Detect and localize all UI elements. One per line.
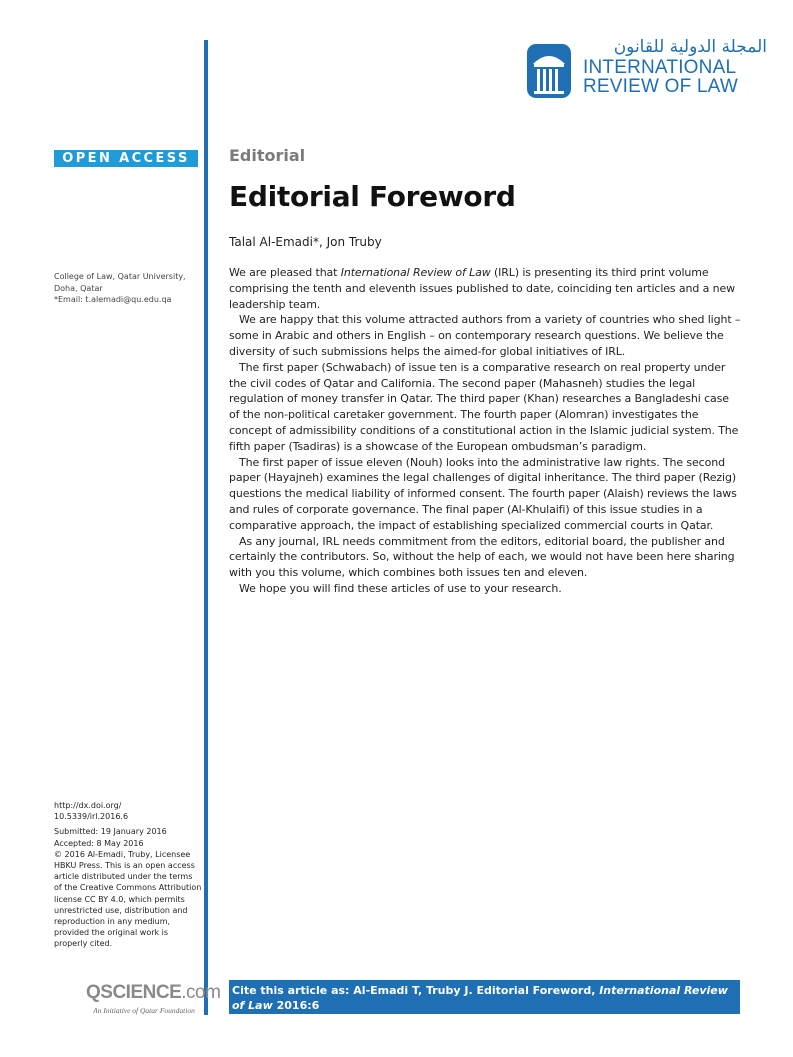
citation-text: Cite this article as: Al-Emadi T, Truby J. Editorial Foreword, International Review of Law 2016:6 [232, 984, 728, 1012]
journal-english-name: INTERNATIONAL REVIEW OF LAW [583, 57, 738, 97]
citation-box [229, 980, 740, 1027]
section-label: Editorial [229, 146, 306, 165]
paragraph-3: The first paper (Schwabach) of issue ten is a comparative research on real property under the civil codes of Qatar and California. The second paper (Mahasneh) studies the legal regulation of money transfer in Qatar. The third paper (Khan) researches a Bangladeshi case of the non-political caretaker government. The fourth paper (Alomran) investigates the concept of admissibility conditions of a constitutional action in the Islamic judicial system. The fifth paper (Tsadiras) is a showcase of the European ombudsman’s paradigm. [229, 360, 739, 453]
citation-doi-link[interactable]: http://dx.doi.org/10.5339/irl.2016.6 [232, 1014, 452, 1027]
publisher-logo[interactable]: QSCIENCE.com An Initiative of Qatar Foundation [86, 982, 221, 1015]
open-access-badge: OPEN ACCESS [54, 150, 198, 167]
paragraph-1: We are pleased that International Review of Law (IRL) is presenting its third print volume comprising the tenth and eleventh issues published to date, coinciding ten articles and a new leadership team. [229, 266, 735, 311]
author-list: Talal Al-Emadi*, Jon Truby [229, 235, 382, 249]
license-text: © 2016 Al-Emadi, Truby, Licensee HBKU Press. This is an open access article distributed under the terms of the Creative Commons Attribution license CC BY 4.0, which permits unrestricted use, distribution and reproduction in any medium, provided the original work is properly cited. [54, 849, 202, 949]
pillar-logo-icon [527, 44, 571, 98]
author-email[interactable]: *Email: t.alemadi@qu.edu.qa [54, 295, 172, 304]
doi-link[interactable]: http://dx.doi.org/ 10.5339/irl.2016.6 [54, 801, 129, 822]
accepted-date: Accepted: 8 May 2016 [54, 838, 144, 848]
submitted-date: Submitted: 19 January 2016 [54, 827, 167, 837]
paragraph-6: We hope you will find these articles of use to your research. [239, 581, 562, 595]
journal-logo [527, 36, 767, 98]
article-title: Editorial Foreword [229, 180, 516, 213]
margin-divider [204, 40, 208, 1015]
journal-title-italic: International Review of Law [340, 266, 491, 279]
paragraph-2: We are happy that this volume attracted authors from a variety of countries who shed light – some in Arabic and others in English – on contemporary research questions. We believe the diversity of such submissions helps the aimed-for global initiatives of IRL. [229, 313, 741, 358]
paragraph-5: As any journal, IRL needs commitment from the editors, editorial board, the publisher and certainly the contributors. So, without the help of each, we would not have been here sharing with you this volume, which combines both issues ten and eleven. [229, 534, 735, 580]
journal-arabic-name: المجلة الدولية للقانون [613, 37, 767, 57]
article-body [229, 265, 741, 597]
publisher-tagline: An Initiative of Qatar Foundation [93, 1006, 195, 1015]
paragraph-4: The first paper of issue eleven (Nouh) looks into the administrative law rights. The second paper (Hayajneh) examines the legal challenges of digital inheritance. The third paper (Rezig) questions the medical liability of informed consent. The fourth paper (Alaish) reviews the laws and rules of corporate governance. The final paper (Al-Khulaifi) of this issue studies in a comparative approach, the impact of establishing specialized commercial courts in Qatar. [229, 455, 737, 532]
article-metadata [54, 800, 202, 950]
affiliation: College of Law, Qatar University, Doha, Qatar *Email: t.alemadi@qu.edu.qa [54, 271, 200, 306]
